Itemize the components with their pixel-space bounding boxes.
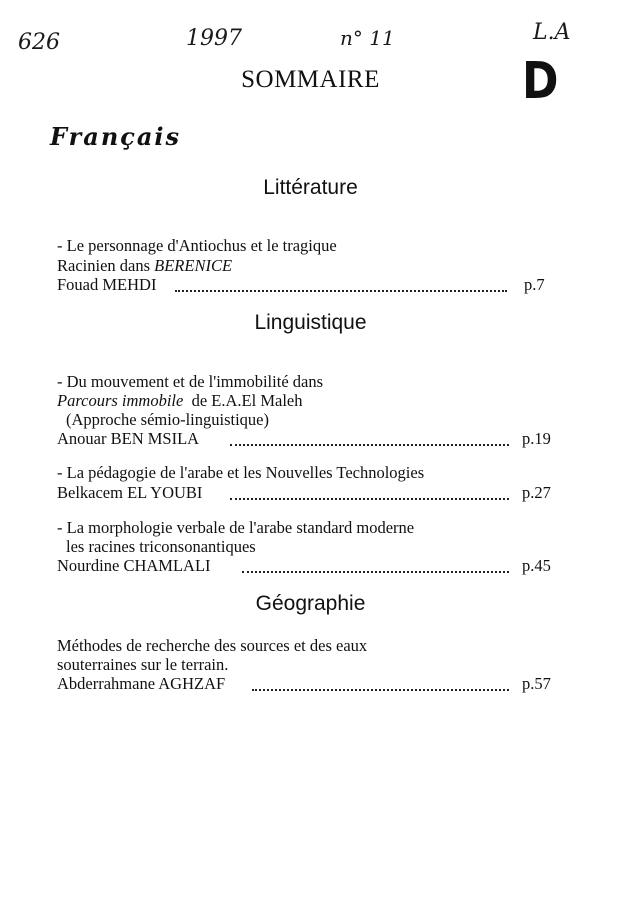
entry-title-line: - Le personnage d'Antiochus et le tragique [57, 236, 337, 255]
handwritten-year: 1997 [186, 26, 242, 51]
entry-title-suffix: de E.A.El Maleh [183, 391, 303, 410]
entry-author: Nourdine CHAMLALI [57, 556, 211, 575]
entry-title-line: les racines triconsonantiques [66, 537, 256, 556]
entry-title-line: - La pédagogie de l'arabe et les Nouvelles Technologies [57, 463, 425, 482]
section-heading-linguistique: Linguistique [254, 311, 367, 334]
page-title: SOMMAIRE [241, 66, 380, 93]
dot-leader [230, 444, 509, 446]
entry-page: p.7 [524, 275, 545, 294]
entry-title-italic: Parcours immobile [57, 391, 184, 410]
handwritten-issue: n° 11 [340, 26, 395, 50]
section-heading-litterature: Littérature [263, 176, 358, 199]
entry-subtitle: (Approche sémio-linguistique) [66, 410, 269, 429]
handwritten-letters: L.A [533, 20, 571, 45]
language-heading: Français [50, 122, 182, 151]
entry-author: Anouar BEN MSILA [57, 429, 200, 448]
entry-page: p.45 [522, 556, 551, 575]
entry-page: p.57 [522, 674, 551, 693]
entry-page: p.19 [522, 429, 551, 448]
handwritten-big-letter: D [522, 52, 559, 111]
dot-leader [242, 571, 509, 573]
entry-author: Abderrahmane AGHZAF [57, 674, 226, 693]
dot-leader [175, 290, 507, 292]
entry-title-line [57, 256, 232, 276]
entry-page: p.27 [522, 483, 551, 502]
entry-title-line: - La morphologie verbale de l'arabe standard moderne [57, 518, 415, 537]
dot-leader [252, 689, 509, 691]
entry-title-italic: BERENICE [154, 256, 233, 275]
entry-author: Belkacem EL YOUBI [57, 483, 203, 502]
section-heading-geographie: Géographie [255, 592, 366, 615]
handwritten-ref-number: 626 [18, 30, 60, 55]
entry-title-line: Méthodes de recherche des sources et des eaux [57, 636, 368, 655]
entry-title-prefix: Racinien dans [57, 256, 155, 275]
entry-author: Fouad MEHDI [57, 275, 157, 294]
entry-title-line [57, 391, 302, 411]
dot-leader [230, 498, 509, 500]
entry-title-line: souterraines sur le terrain. [57, 655, 229, 674]
entry-title-line: - Du mouvement et de l'immobilité dans [57, 372, 324, 391]
